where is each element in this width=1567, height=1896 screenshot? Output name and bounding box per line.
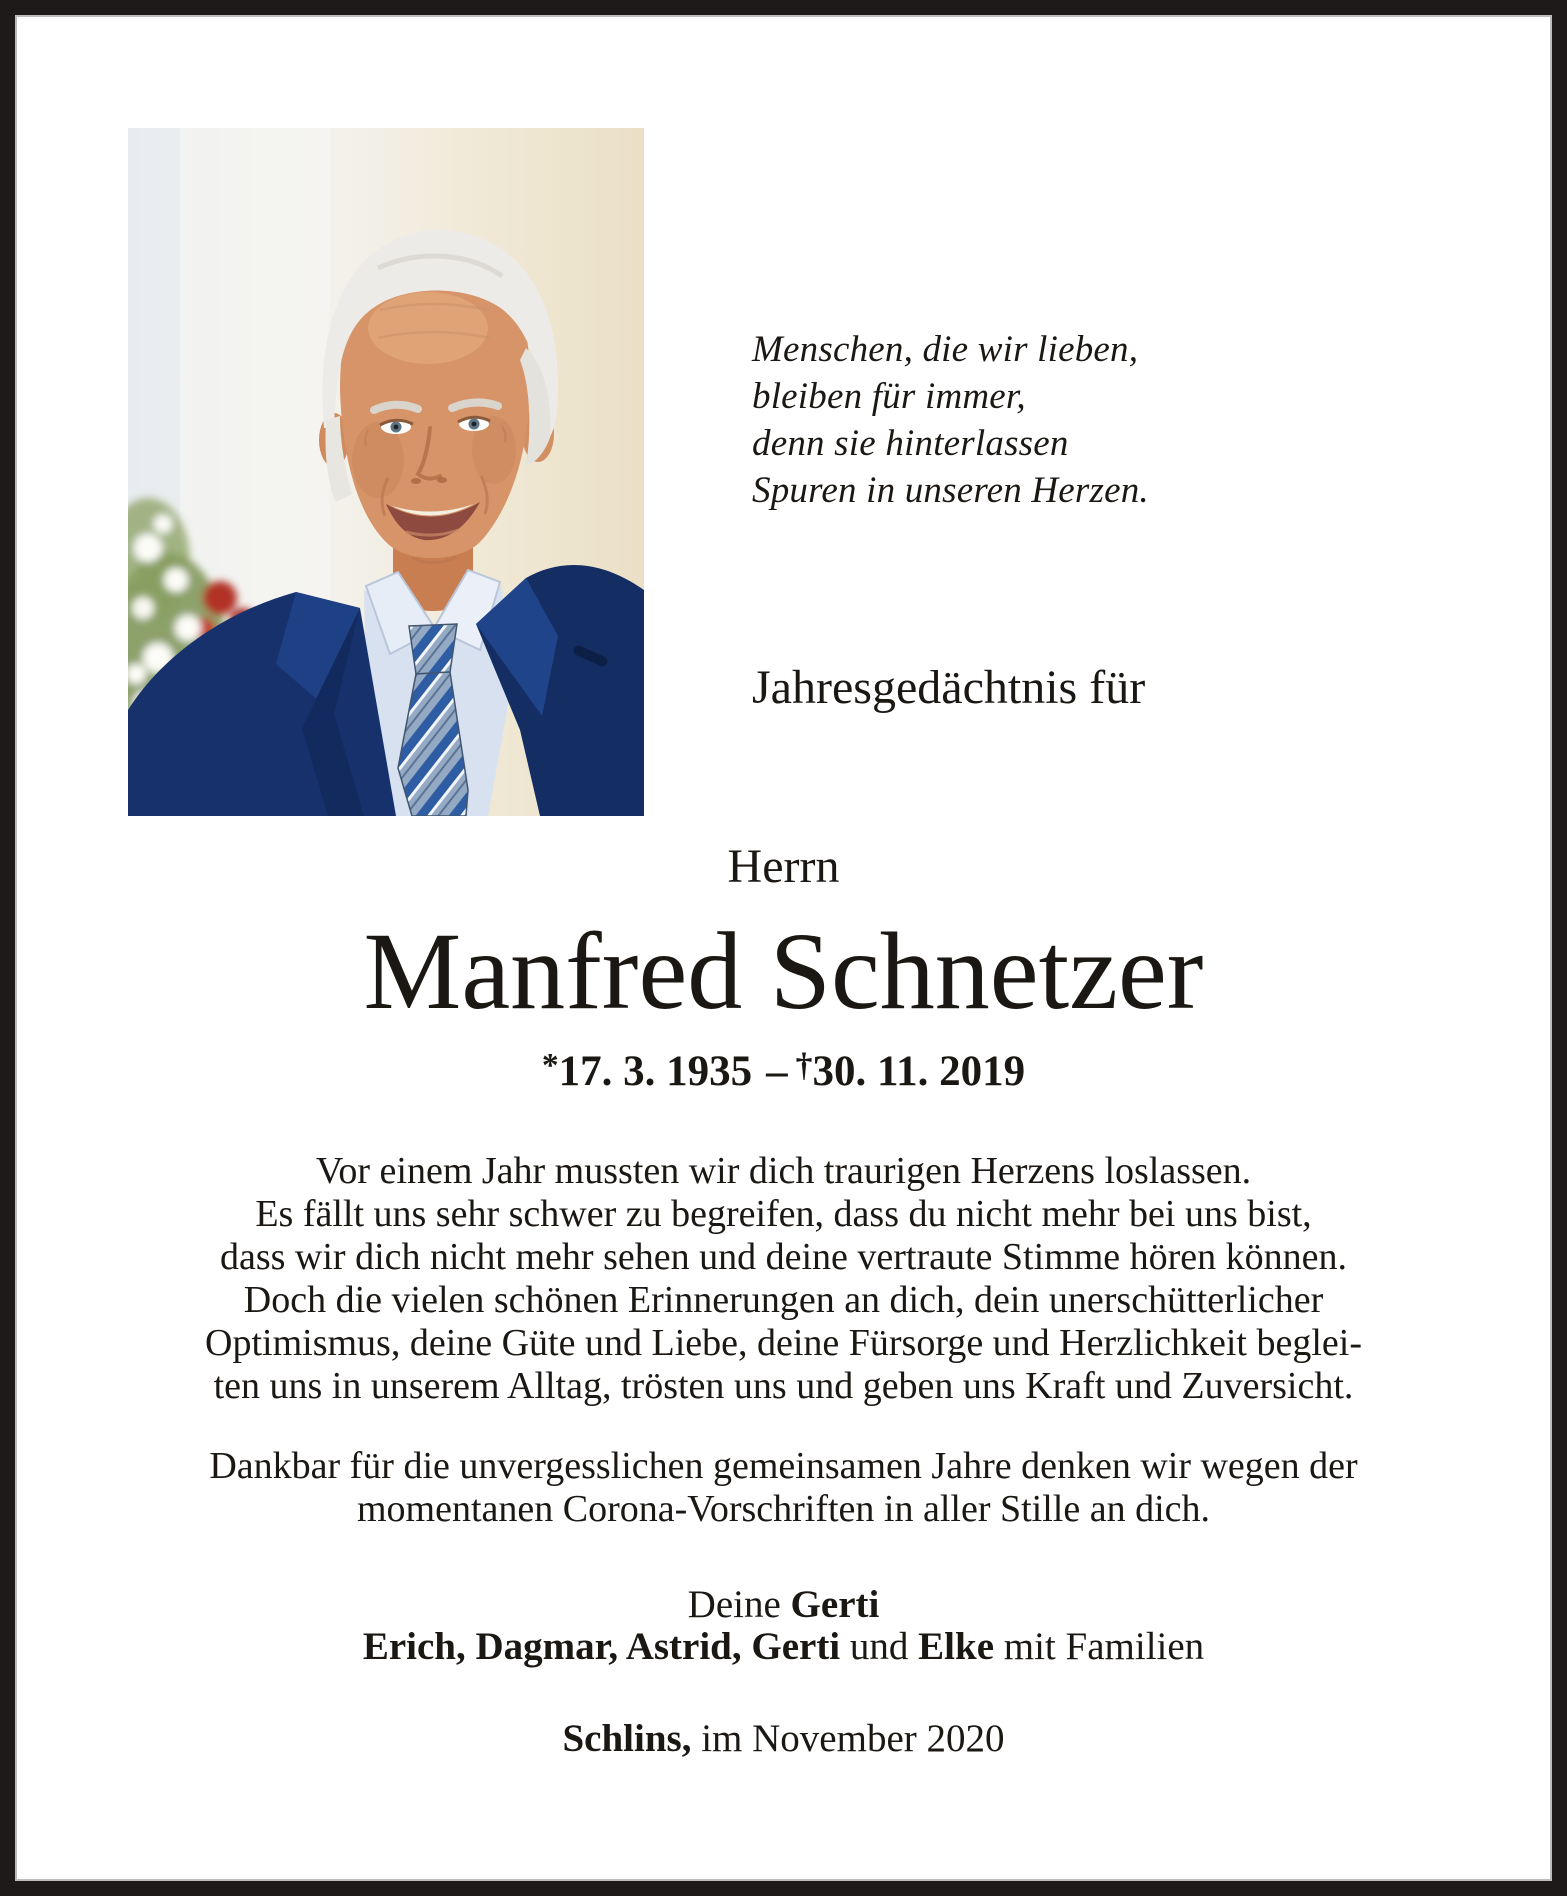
- birth-date: 17. 3. 1935: [558, 1048, 753, 1095]
- life-dates: [0, 1046, 1567, 1095]
- memorial-text-paragraph-2: Dankbar für die unvergesslichen gemeinsamen Jahre denken wir wegen der momentanen Corona-Vorschriften in aller Stille an dich.: [209, 1445, 1358, 1530]
- portrait-photo: [128, 128, 644, 816]
- family-names-line: Erich, Dagmar, Astrid, Gerti und Elke mit Familien: [362, 1625, 1205, 1668]
- death-symbol: †: [795, 1046, 813, 1084]
- memorial-quote: Menschen, die wir lieben, bleiben für immer, denn sie hinterlassen Spuren in unseren Herzen.: [752, 329, 1149, 511]
- place-and-date-line: Schlins, im November 2020: [562, 1717, 1005, 1760]
- intro-line: Jahresgedächtnis für: [752, 661, 1146, 714]
- closing-line: Deine Gerti: [687, 1583, 880, 1626]
- salutation: Herrn: [727, 840, 840, 893]
- memorial-text-paragraph-1: Vor einem Jahr mussten wir dich traurigen Herzens loslassen. Es fällt uns sehr schwer zu begreifen, dass du nicht mehr bei uns bist, dass wir dich nicht mehr sehen und deine vertraute Stimme hören können. Doch die vielen schönen Erinnerungen an dich, dein unerschütterlicher Optimismus, deine Güte und Liebe, deine Fürsorge und Herzlichkeit beglei- ten uns in unserem Alltag, trösten uns und geben uns Kraft und Zuversicht.: [205, 1150, 1362, 1407]
- portrait-photo-illustration: [128, 128, 644, 816]
- death-date: 30. 11. 2019: [812, 1048, 1026, 1095]
- dates-separator: –: [766, 1048, 788, 1095]
- birth-symbol: *: [541, 1046, 559, 1084]
- deceased-name: Manfred Schnetzer: [363, 910, 1204, 1032]
